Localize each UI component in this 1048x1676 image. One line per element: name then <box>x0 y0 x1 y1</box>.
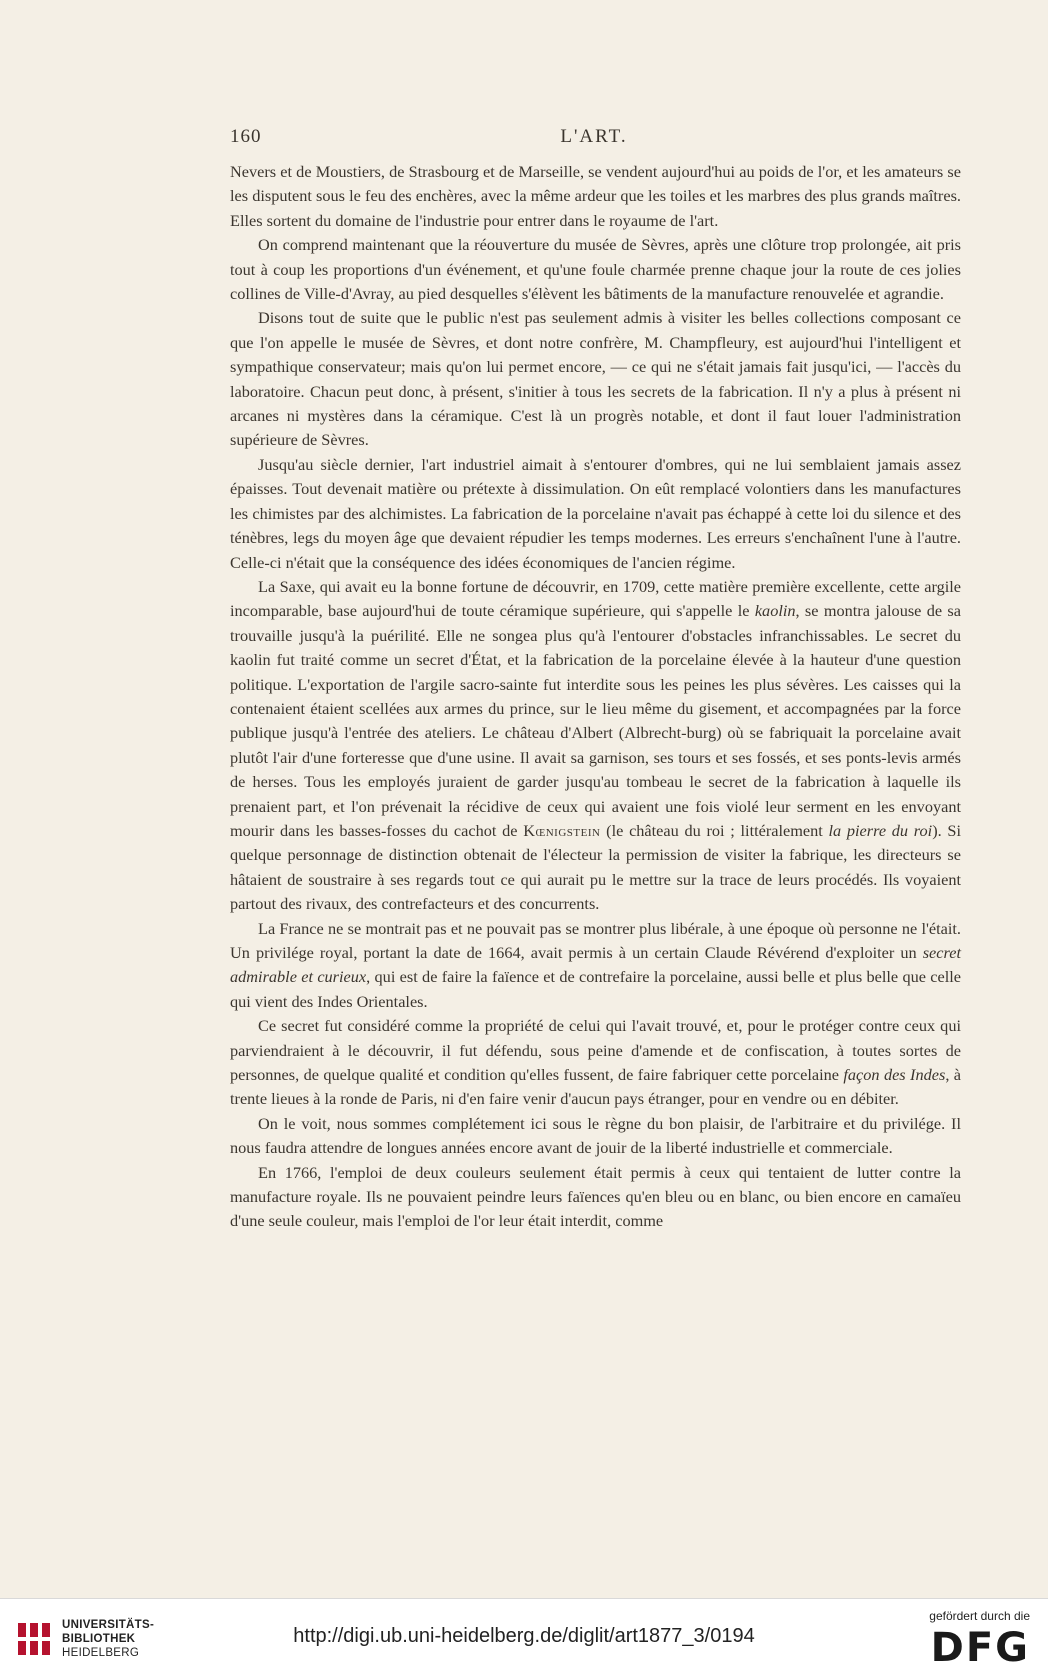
italic-term-kaolin: kaolin <box>754 601 796 621</box>
library-line: HEIDELBERG <box>62 1647 140 1659</box>
paragraph-4: Jusqu'au siècle dernier, l'art industriel aimait à s'entourer d'ombres, qui ne lui semblaient jamais assez épaisses. Tout devenait matière ou prétexte à dissimulation. On eût remplacé volontiers dans les manufactures les chimistes par des alchimistes. La fabrication de la porcelaine n'avait pas échappé à cette loi du silence et des ténèbres, legs du moyen âge que devaient répudier les temps modernes. Les erreurs s'enchaînent l'une à l'autre. Celle-ci n'était que la conséquence des idées économiques de l'ancien régime. <box>230 454 961 572</box>
italic-term-secret: secret admirable et curieux <box>230 943 961 987</box>
text-run: , à trente lieues à la ronde de Paris, ni d'en faire venir d'aucun pays étranger, pour en vendre ou en débiter. <box>230 1065 962 1109</box>
viewer-footer <box>0 1598 1048 1676</box>
paragraph-7 <box>230 1014 961 1112</box>
text-run: , qui est de faire la faïence et de contrefaire la porcelaine, aussi belle et plus belle que celle qui vient des Indes Orientales. <box>230 967 961 1011</box>
article-text <box>230 160 961 1234</box>
paragraph-2: On comprend maintenant que la réouverture du musée de Sèvres, après une clôture trop prolongée, ait pris tout à coup les proportions d'un événement, et qu'une foule charmée prenne chaque jour la route de ces jolies collines de Ville-d'Avray, au pied desquelles s'élèvent les bâtiments de la manufacture renouvelée et agrandie. <box>230 235 961 304</box>
paragraph-1: Nevers et de Moustiers, de Strasbourg et de Marseille, se vendent aujourd'hui au poids de l'or, et les amateurs se les disputent sous le feu des enchères, avec la même ardeur que les toiles et les marbres des plus grands maîtres. Elles sortent du domaine de l'industrie pour entrer dans le royaume de l'art. <box>230 162 961 230</box>
paragraph-5 <box>230 575 961 917</box>
text-run: Ce secret fut considéré comme la propriété de celui qui l'avait trouvé, et, pour le protéger contre ceux qui parviendraient à le découvrir, il fut défendu, sous peine d'amende et de confiscation, à toutes sortes de personnes, de quelque qualité et condition qu'elles fussent, de faire fabriquer cette porcelaine <box>230 1016 961 1085</box>
permalink-url[interactable]: http://digi.ub.uni-heidelberg.de/diglit/art1877_3/0194 <box>293 1625 755 1647</box>
page-header <box>230 126 958 150</box>
small-caps-koenigstein: Kœnigstein <box>523 820 601 840</box>
text-run: , se montra jalouse de sa trouvaille jusqu'à la puérilité. Elle ne songea plus qu'à l'entourer d'obstacles infranchissables. Le secret du kaolin fut traité comme un secret d'État, et la fabrication de la porcelaine élevée à la hauteur d'une question politique. L'exportation de l'argile sacro-sainte fut interdite sous les peines les plus sévères. Les caisses qui la contenaient étaient scellées aux armes du prince, sur le lieu même du gisement, et accompagnées par la force publique jusqu'à l'entrée des ateliers. Le château d'Albert (Albrecht-burg) où se fabriquait la porcelaine avait plutôt l'air d'une forteresse que d'une usine. Il avait sa garnison, ses tours et ses fossés, et ses ponts-levis armés de herses. Tous les employés juraient de garder jusqu'au tombeau le secret de la fabrication à laquelle ils prenaient part, et l'on prévenait la récidive de ceux qui avaient une fois violé leur serment en les envoyant mourir dans les basses-fosses du cachot de <box>230 601 961 840</box>
page-number: 160 <box>230 126 262 147</box>
paragraph-8: On le voit, nous sommes complétement ici sous le règne du bon plaisir, de l'arbitraire et du privilége. Il nous faudra attendre de longues années encore avant de jouir de la liberté industrielle et commerciale. <box>230 1113 961 1158</box>
text-run: La Saxe, qui avait eu la bonne fortune de découvrir, en 1709, cette matière première excellente, cette argile incomparable, base aujourd'hui de toute céramique supérieure, qui s'appelle le <box>230 576 961 621</box>
text-run: La France ne se montrait pas et ne pouvait pas se montrer plus libérale, à une époque où personne ne l'était. Un privilége royal, portant la date de 1664, avait permis à un certain Claude Révérend d'exploiter un <box>230 918 961 962</box>
italic-term-facon: façon des Indes <box>843 1065 946 1085</box>
paragraph-6 <box>230 917 961 1015</box>
running-title: L'ART. <box>560 126 628 147</box>
funded-by-label: gefördert durch die <box>929 1609 1030 1623</box>
paragraph-9: En 1766, l'emploi de deux couleurs seulement était permis à ceux qui tentaient de lutter contre la manufacture royale. Ils ne pouvaient peindre leurs faïences qu'en bleu ou en blanc, ou bien encore en camaïeu d'une seule couleur, mais l'emploi de l'or leur était interdit, comme <box>230 1162 961 1231</box>
library-line: BIBLIOTHEK <box>62 1633 136 1645</box>
paragraph-3: Disons tout de suite que le public n'est pas seulement admis à visiter les belles collections composant ce que l'on appelle le musée de Sèvres, et dont notre confrère, M. Champfleury, est aujourd'hui l'intelligent et sympathique conservateur; mais qu'on lui permet encore, — ce qui ne s'était jamais fait jusqu'ici, — l'accès du laboratoire. Chacun peut donc, à présent, s'initier à tous les secrets de la fabrication. Il n'y a plus à présent ni arcanes ni mystères dans la céramique. C'est là un progrès notable, et dont il faut louer l'administration supérieure de Sèvres. <box>230 308 961 450</box>
dfg-logo[interactable]: DFG <box>930 1625 1030 1671</box>
italic-term-pierre-du-roi: la pierre du roi <box>828 820 933 840</box>
text-run: ). Si quelque personnage de distinction obtenait de l'électeur la permission de visiter la fabrique, les directeurs se hâtaient de soustraire à ses regards tout ce qui aurait pu le mettre sur la trace de leurs procédés. Ils voyaient partout des rivaux, des contrefacteurs et des concurrents. <box>230 820 961 914</box>
text-run: (le château du roi ; littéralement <box>600 820 829 840</box>
library-line: UNIVERSITÄTS- <box>62 1619 155 1631</box>
